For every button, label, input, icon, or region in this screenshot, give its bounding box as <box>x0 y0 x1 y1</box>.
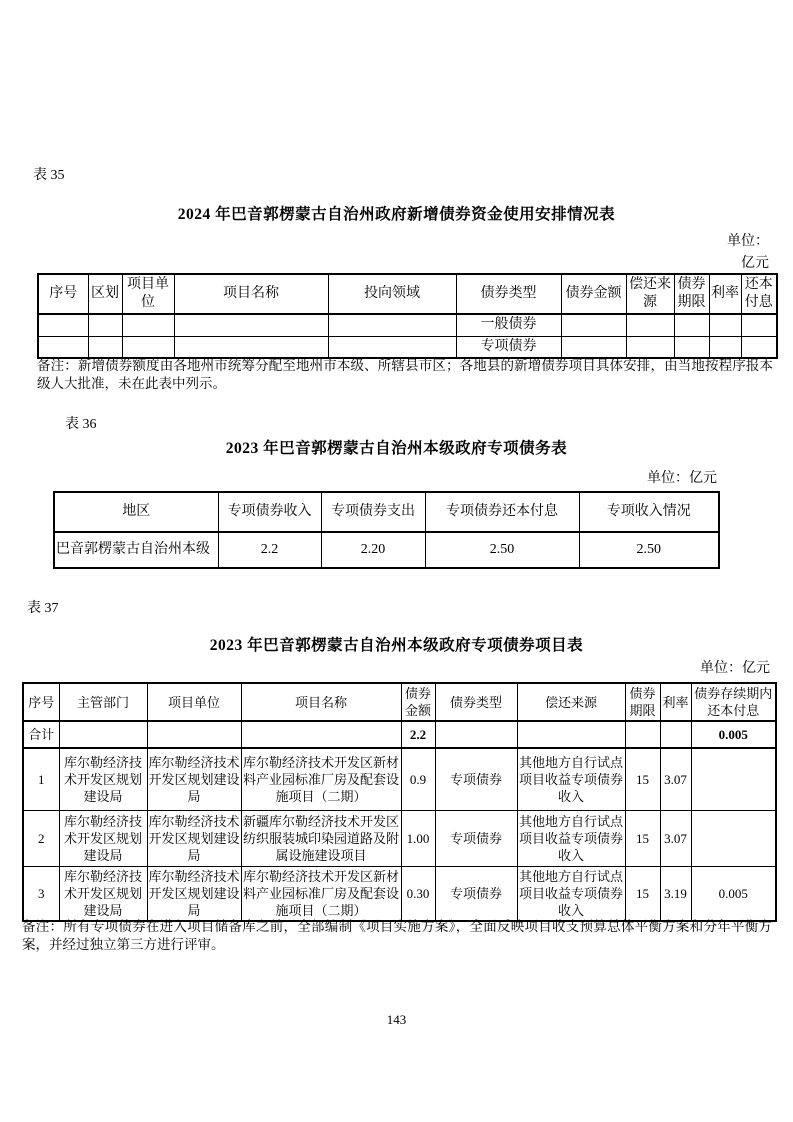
table-cell <box>660 721 691 748</box>
table-cell <box>38 314 88 336</box>
table-cell <box>691 810 776 866</box>
table-cell <box>38 336 88 358</box>
table-cell <box>517 721 625 748</box>
table-cell: 专项债券 <box>435 810 517 866</box>
table-cell: 15 <box>625 748 660 810</box>
header-cell: 专项债券还本付息 <box>425 492 579 532</box>
header-cell: 偿还来源 <box>517 683 625 721</box>
table-cell <box>741 336 777 358</box>
table-cell <box>561 336 626 358</box>
table-cell <box>147 721 241 748</box>
table-cell: 一般债券 <box>456 314 561 336</box>
table-cell <box>122 336 174 358</box>
header-cell: 项目名称 <box>241 683 401 721</box>
table-cell <box>626 314 674 336</box>
table35-unit-line2: 亿元 <box>741 256 769 271</box>
table-cell: 专项债券 <box>435 866 517 921</box>
table37-label: 表 37 <box>27 601 59 616</box>
header-cell: 项目单位 <box>122 274 174 314</box>
table-cell: 3.07 <box>660 748 691 810</box>
table-cell: 2.2 <box>401 721 435 748</box>
table-cell: 0.005 <box>691 866 776 921</box>
header-cell: 主管部门 <box>59 683 147 721</box>
table-cell <box>241 721 401 748</box>
table-cell <box>691 748 776 810</box>
table-cell: 库尔勒经济技术开发区规划建设局 <box>59 866 147 921</box>
table-header-row <box>38 274 777 314</box>
header-cell: 区划 <box>88 274 122 314</box>
table-cell: 0.30 <box>401 866 435 921</box>
table-cell <box>674 314 709 336</box>
table-cell: 库尔勒经济技术开发区规划建设局 <box>147 748 241 810</box>
table-header-row <box>23 683 776 721</box>
header-cell: 债券存续期内还本付息 <box>691 683 776 721</box>
table-cell: 专项债券 <box>456 336 561 358</box>
table-cell: 新疆库尔勒经济技术开发区纺织服装城印染园道路及附属设施建设项目 <box>241 810 401 866</box>
table36-unit: 单位：亿元 <box>647 471 717 486</box>
table37-unit: 单位：亿元 <box>700 661 770 676</box>
header-cell: 利率 <box>660 683 691 721</box>
table-row <box>23 866 776 921</box>
header-cell: 还本付息 <box>741 274 777 314</box>
header-cell: 专项债券支出 <box>321 492 425 532</box>
table36-title: 2023 年巴音郭楞蒙古自治州本级政府专项债务表 <box>225 440 568 457</box>
table-cell: 库尔勒经济技术开发区规划建设局 <box>59 810 147 866</box>
total-row <box>23 721 776 748</box>
table-cell <box>328 336 456 358</box>
table-row <box>23 748 776 810</box>
table-cell <box>174 336 328 358</box>
table-cell: 2.50 <box>425 532 579 568</box>
table-cell: 3 <box>23 866 59 921</box>
table-cell: 3.07 <box>660 810 691 866</box>
header-cell: 债券期限 <box>625 683 660 721</box>
table-cell: 库尔勒经济技术开发区规划建设局 <box>59 748 147 810</box>
header-cell: 债券类型 <box>435 683 517 721</box>
table35-unit <box>727 231 769 275</box>
table-cell <box>709 336 741 358</box>
table-cell: 库尔勒经济技术开发区新材料产业园标准厂房及配套设施项目（二期） <box>241 748 401 810</box>
table36-label: 表 36 <box>65 417 97 432</box>
table-cell: 其他地方自行试点项目收益专项债券收入 <box>517 866 625 921</box>
table-cell <box>626 336 674 358</box>
page-number: 143 <box>386 1012 407 1027</box>
header-cell: 项目名称 <box>174 274 328 314</box>
table-cell: 0.005 <box>691 721 776 748</box>
header-cell: 利率 <box>709 274 741 314</box>
table-cell: 2.2 <box>218 532 321 568</box>
table-cell <box>174 314 328 336</box>
table-cell <box>561 314 626 336</box>
header-cell: 序号 <box>23 683 59 721</box>
table37-title: 2023 年巴音郭楞蒙古自治州本级政府专项债券项目表 <box>209 637 584 654</box>
table35-note: 备注：新增债券额度由各地州市统筹分配至地州市本级、所辖县市区；各地县的新增债券项目具体安排，由当地按程序报本级人大批准，未在此表中列示。 <box>37 358 773 391</box>
table-cell: 15 <box>625 810 660 866</box>
table-cell: 2.50 <box>579 532 719 568</box>
table-cell: 15 <box>625 866 660 921</box>
header-cell: 债券金额 <box>561 274 626 314</box>
header-cell: 项目单位 <box>147 683 241 721</box>
table-row <box>38 336 777 358</box>
table-cell: 2 <box>23 810 59 866</box>
table-cell: 其他地方自行试点项目收益专项债券收入 <box>517 748 625 810</box>
table-cell: 巴音郭楞蒙古自治州本级 <box>54 532 218 568</box>
table-37 <box>22 682 777 922</box>
table-row <box>38 314 777 336</box>
table-cell <box>741 314 777 336</box>
table35-label: 表 35 <box>33 168 65 183</box>
table-cell: 3.19 <box>660 866 691 921</box>
table-cell: 其他地方自行试点项目收益专项债券收入 <box>517 810 625 866</box>
table-35 <box>37 273 778 359</box>
table-cell <box>328 314 456 336</box>
table-cell: 1.00 <box>401 810 435 866</box>
table-cell <box>59 721 147 748</box>
header-cell: 地区 <box>54 492 218 532</box>
header-cell: 投向领域 <box>328 274 456 314</box>
header-cell: 债券类型 <box>456 274 561 314</box>
table37-note: 备注：所有专项债券在进入项目储备库之前，全部编制《项目实施方案》，全面反映项目收支预算总体平衡方案和分年平衡方案，并经过独立第三方进行评审。 <box>22 919 772 952</box>
table-cell <box>435 721 517 748</box>
table-cell: 库尔勒经济技术开发区新材料产业园标准厂房及配套设施项目（二期） <box>241 866 401 921</box>
table-36 <box>53 491 720 569</box>
header-cell: 偿还来源 <box>626 274 674 314</box>
table-cell: 0.9 <box>401 748 435 810</box>
table-row <box>23 810 776 866</box>
table35-title: 2024 年巴音郭楞蒙古自治州政府新增债券资金使用安排情况表 <box>177 206 616 223</box>
table-cell: 合计 <box>23 721 59 748</box>
table35-unit-line1: 单位： <box>727 234 769 249</box>
table-cell <box>674 336 709 358</box>
table-cell <box>122 314 174 336</box>
header-cell: 专项收入情况 <box>579 492 719 532</box>
table-cell <box>625 721 660 748</box>
header-cell: 债券期限 <box>674 274 709 314</box>
header-cell: 序号 <box>38 274 88 314</box>
table-row <box>54 532 719 568</box>
header-cell: 专项债券收入 <box>218 492 321 532</box>
table-cell: 2.20 <box>321 532 425 568</box>
table-cell <box>88 336 122 358</box>
table-header-row <box>54 492 719 532</box>
table-cell: 库尔勒经济技术开发区规划建设局 <box>147 810 241 866</box>
table-cell: 专项债券 <box>435 748 517 810</box>
table-cell: 1 <box>23 748 59 810</box>
header-cell: 债券金额 <box>401 683 435 721</box>
table-cell <box>709 314 741 336</box>
table-cell <box>88 314 122 336</box>
table-cell: 库尔勒经济技术开发区规划建设局 <box>147 866 241 921</box>
